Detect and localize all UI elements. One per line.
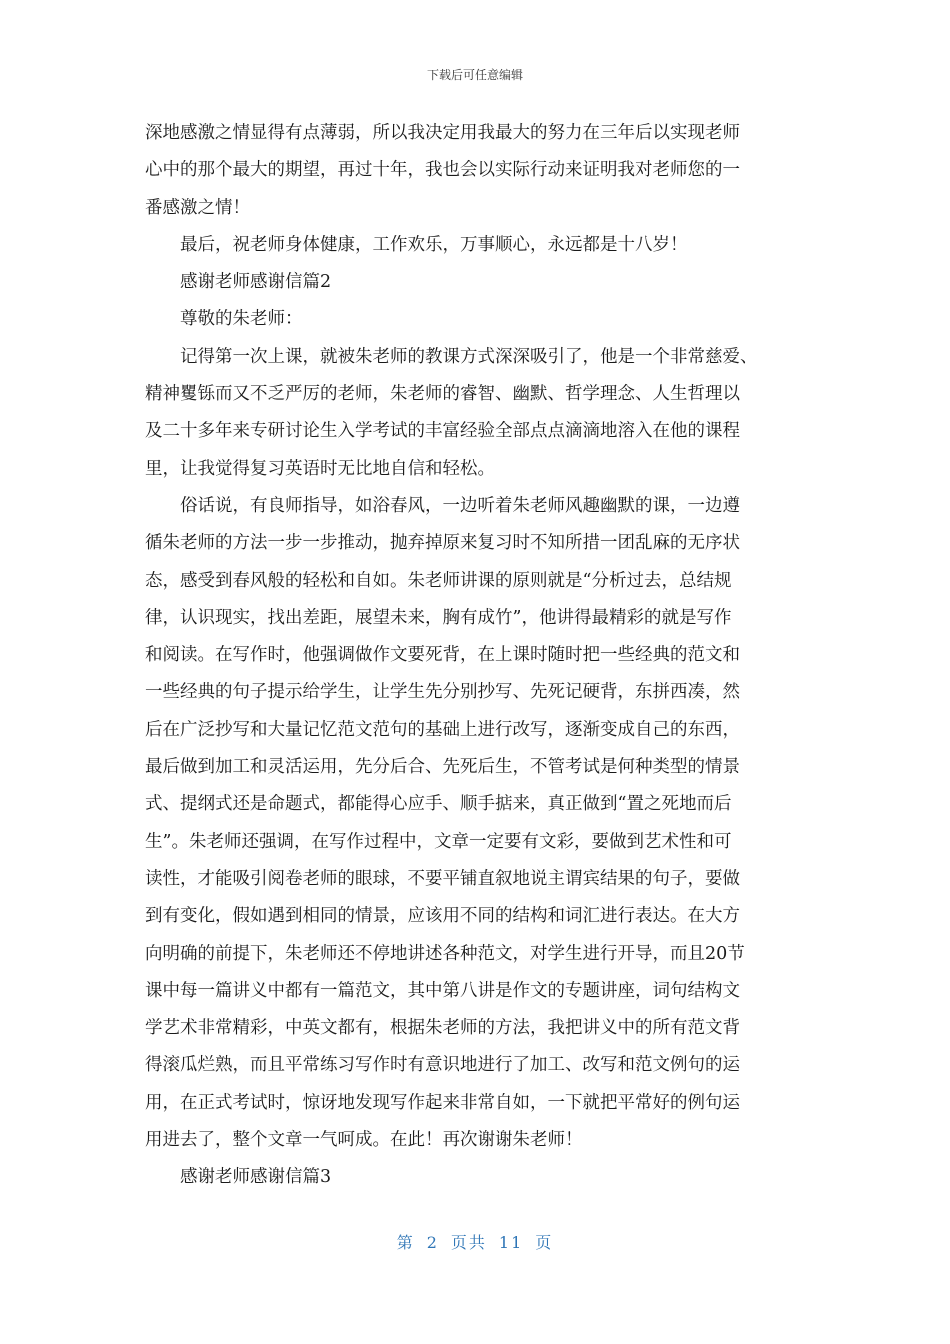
text-line: 律，认识现实，找出差距，展望未来，胸有成竹”，他讲得最精彩的就是写作 xyxy=(145,607,732,628)
text-line: 用进去了，整个文章一气呵成。在此！再次谢谢朱老师！ xyxy=(145,1130,583,1151)
text-line: 后在广泛抄写和大量记忆范文范句的基础上进行改写，逐渐变成自己的东西， xyxy=(145,719,740,740)
current-page-number: 2 xyxy=(426,1233,439,1252)
text-line: 里，让我觉得复习英语时无比地自信和轻松。 xyxy=(145,458,495,479)
footer-suffix: 页 xyxy=(535,1233,554,1252)
text-line: 态，感受到春风般的轻松和自如。朱老师讲课的原则就是“分析过去，总结规 xyxy=(145,570,732,591)
text-line: 俗话说，有良师指导，如浴春风，一边听着朱老师风趣幽默的课，一边遵 xyxy=(180,495,740,516)
page-footer xyxy=(0,1230,950,1253)
text-line: 心中的那个最大的期望，再过十年，我也会以实际行动来证明我对老师您的一 xyxy=(145,160,740,181)
text-line: 尊敬的朱老师： xyxy=(180,309,303,330)
text-line: 课中每一篇讲义中都有一篇范文，其中第八讲是作文的专题讲座，词句结构文 xyxy=(145,980,740,1001)
total-pages: 11 xyxy=(498,1233,524,1252)
text-line: 记得第一次上课，就被朱老师的教课方式深深吸引了，他是一个非常慈爱、 xyxy=(180,346,758,367)
text-line: 和阅读。在写作时，他强调做作文要死背，在上课时随时把一些经典的范文和 xyxy=(145,645,740,666)
page-header: 下载后可任意编辑 xyxy=(426,68,523,82)
text-line: 番感激之情！ xyxy=(145,197,250,218)
text-line: 感谢老师感谢信篇3 xyxy=(180,1167,332,1188)
text-line: 精神矍铄而又不乏严厉的老师，朱老师的睿智、幽默、哲学理念、人生哲理以 xyxy=(145,384,740,405)
text-line: 读性，才能吸引阅卷老师的眼球，不要平铺直叙地说主谓宾结果的句子，要做 xyxy=(145,868,740,889)
footer-mid: 页共 xyxy=(450,1233,487,1252)
text-line: 得滚瓜烂熟，而且平常练习写作时有意识地进行了加工、改写和范文例句的运 xyxy=(145,1055,740,1076)
text-line: 循朱老师的方法一步一步推动，抛弃掉原来复习时不知所措一团乱麻的无序状 xyxy=(145,533,740,554)
text-line: 向明确的前提下，朱老师还不停地讲述各种范文，对学生进行开导，而且20节 xyxy=(145,943,745,964)
text-line: 到有变化，假如遇到相同的情景，应该用不同的结构和词汇进行表达。在大方 xyxy=(145,906,740,927)
document-body xyxy=(145,115,803,1197)
text-line: 用，在正式考试时，惊讶地发现写作起来非常自如，一下就把平常好的例句运 xyxy=(145,1092,740,1113)
text-line: 式、提纲式还是命题式，都能得心应手、顺手掂来，真正做到“置之死地而后 xyxy=(145,794,732,815)
text-line: 一些经典的句子提示给学生，让学生先分别抄写、先死记硬背，东拼西凑，然 xyxy=(145,682,740,703)
text-line: 学艺术非常精彩，中英文都有，根据朱老师的方法，我把讲义中的所有范文背 xyxy=(145,1018,740,1039)
footer-prefix: 第 xyxy=(396,1233,415,1252)
text-line: 深地感激之情显得有点薄弱，所以我决定用我最大的努力在三年后以实现老师 xyxy=(145,123,740,143)
text-line: 感谢老师感谢信篇2 xyxy=(180,272,332,293)
text-line: 最后，祝老师身体健康，工作欢乐，万事顺心，永远都是十八岁！ xyxy=(180,234,688,255)
text-line: 及二十多年来专研讨论生入学考试的丰富经验全部点点滴滴地溶入在他的课程 xyxy=(145,421,740,442)
text-line: 最后做到加工和灵活运用，先分后合、先死后生，不管考试是何种类型的情景 xyxy=(145,757,740,778)
text-line: 生”。朱老师还强调，在写作过程中，文章一定要有文彩，要做到艺术性和可 xyxy=(145,831,732,852)
